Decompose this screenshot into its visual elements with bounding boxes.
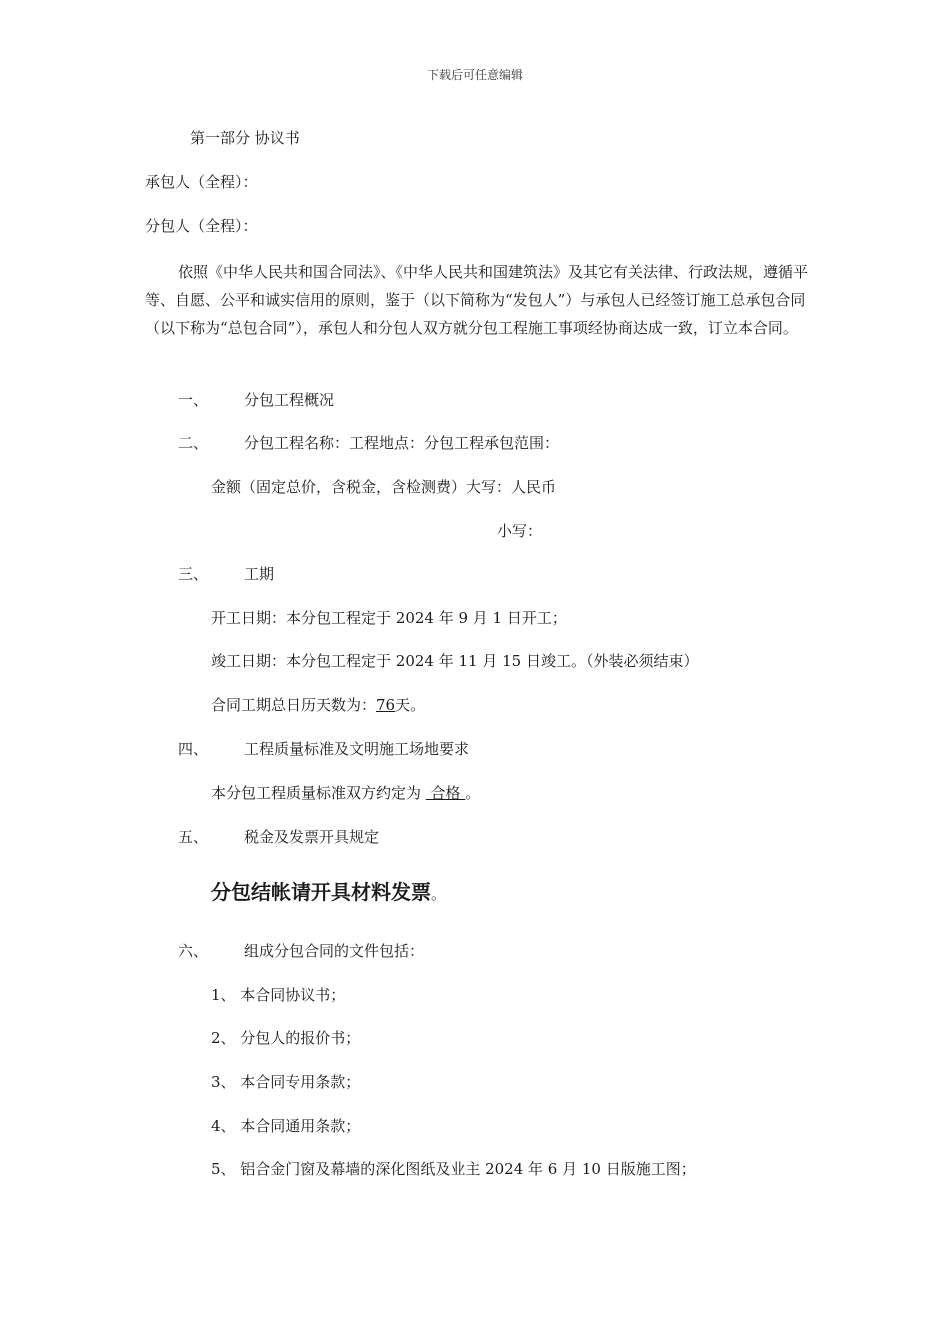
end-date-line: 竣工日期：本分包工程定于 2024 年 11 月 15 日竣工。（外装必须结束） bbox=[211, 652, 699, 670]
subcontractor-line: 分包人（全程）： bbox=[145, 217, 258, 235]
section-6-heading bbox=[178, 940, 424, 962]
section-number: 二、 bbox=[178, 434, 209, 452]
section-title: 组成分包合同的文件包括： bbox=[244, 942, 425, 960]
section-2-heading bbox=[178, 432, 559, 454]
quality-suffix: 。 bbox=[465, 784, 481, 802]
section-title: 税金及发票开具规定 bbox=[244, 828, 380, 846]
invoice-note bbox=[211, 878, 446, 908]
part-title: 第一部分 协议书 bbox=[190, 129, 300, 147]
section-1-heading bbox=[178, 389, 334, 411]
section-number: 四、 bbox=[178, 740, 209, 758]
document-list-item: 1、 本合同协议书； bbox=[211, 986, 346, 1004]
section-4-heading bbox=[178, 738, 469, 760]
section-title: 分包工程名称：工程地点：分包工程承包范围： bbox=[244, 434, 560, 452]
document-list-item: 2、 分包人的报价书； bbox=[211, 1029, 361, 1047]
amount-lower-line: 小写： bbox=[497, 522, 543, 540]
section-number: 三、 bbox=[178, 565, 209, 583]
section-title: 工程质量标准及文明施工场地要求 bbox=[244, 740, 470, 758]
invoice-note-text: 分包结帐请开具材料发票 bbox=[211, 880, 431, 904]
quality-prefix: 本分包工程质量标准双方约定为 bbox=[211, 784, 426, 802]
amount-upper-line: 金额（固定总价，含税金，含检测费）大写：人民币 bbox=[211, 478, 557, 496]
document-list-item: 5、 铝合金门窗及幕墙的深化图纸及业主 2024 年 6 月 10 日版施工图； bbox=[211, 1160, 696, 1178]
duration-value: 76 bbox=[376, 696, 396, 714]
quality-value: 合格 bbox=[425, 784, 466, 802]
page-header: 下载后可任意编辑 bbox=[426, 68, 523, 82]
contractor-line: 承包人（全程）： bbox=[145, 173, 258, 191]
invoice-note-dot: 。 bbox=[431, 885, 447, 903]
section-3-heading bbox=[178, 563, 274, 585]
document-list-item: 3、 本合同专用条款； bbox=[211, 1073, 361, 1091]
duration-prefix: 合同工期总日历天数为： bbox=[211, 696, 377, 714]
section-number: 一、 bbox=[178, 391, 209, 409]
start-date-line: 开工日期：本分包工程定于 2024 年 9 月 1 日开工； bbox=[211, 609, 567, 627]
section-title: 工期 bbox=[244, 565, 275, 583]
section-number: 五、 bbox=[178, 828, 209, 846]
duration-line bbox=[211, 694, 425, 716]
quality-line bbox=[211, 782, 480, 804]
intro-paragraph: 依照《中华人民共和国合同法》、《中华人民共和国建筑法》及其它有关法律、行政法规，遵循平等、自愿、公平和诚实信用的原则，鉴于（以下简称为“发包人”）与承包人已经签订施工总承包合同（以下称为“总包合同”），承包人和分包人双方就分包工程施工事项经协商达成一致，订立本合同。 bbox=[145, 263, 809, 337]
section-5-heading bbox=[178, 826, 379, 848]
duration-suffix: 天。 bbox=[395, 696, 426, 714]
section-number: 六、 bbox=[178, 942, 209, 960]
document-list-item: 4、 本合同通用条款； bbox=[211, 1117, 361, 1135]
section-title: 分包工程概况 bbox=[244, 391, 335, 409]
